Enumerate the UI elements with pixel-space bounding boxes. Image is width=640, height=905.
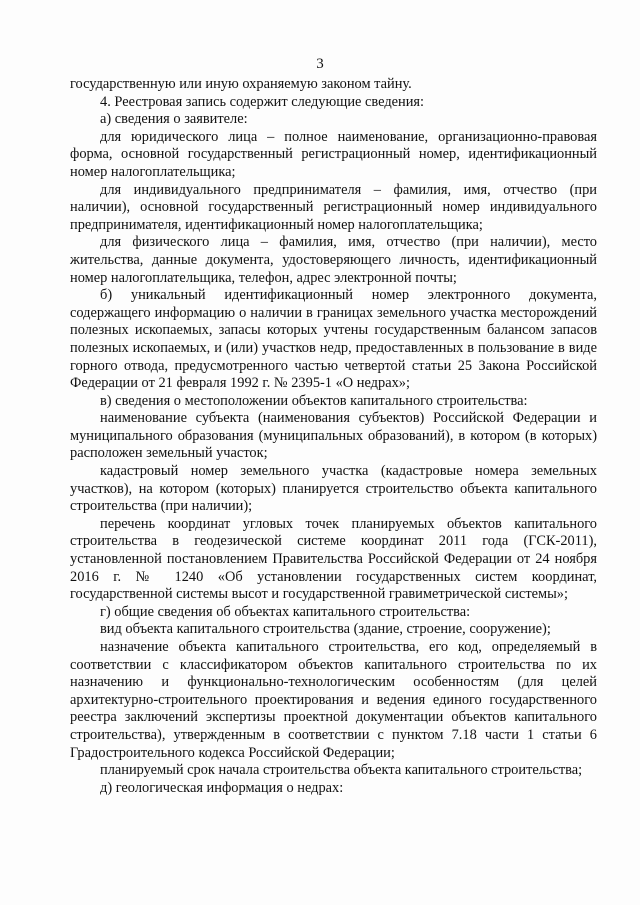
paragraph-clause-4: 4. Реестровая запись содержит следующие сведения: xyxy=(100,93,425,110)
paragraph-object-type: вид объекта капитального строительства (здание, строение, сооружение); xyxy=(100,621,551,638)
paragraph-item-a: а) сведения о заявителе: xyxy=(100,111,248,128)
paragraph-individual-entrepreneur: для индивидуального предпринимателя – фамилия, имя, отчество (при наличии), основной государственный регистрационный номер индивидуального предпринимателя, идентификационный номер налогоплательщика; xyxy=(70,181,597,233)
paragraph-item-g: г) общие сведения об объектах капитального строительства: xyxy=(100,603,471,620)
paragraph-coordinates: перечень координат угловых точек планируемых объектов капитального строительства в геодезической системе координат 2011 года (ГСК-2011), установленной постановлением Правительства Российской Федерации от 24 ноября 2016 г. № 1240 «Об установлении государственных систем координат, государственной системы высот и государственной гравиметрической системы»; xyxy=(70,515,597,603)
paragraph-item-b: б) уникальный идентификационный номер электронного документа, содержащего информацию о наличии в границах земельного участка месторождений полезных ископаемых, запасы которых учтены государственным балансом запасов полезных ископаемых, и (или) участков недр, предоставленных в пользование в виде горного отвода, предусмотренного частью четвертой статьи 25 Закона Российской Федерации от 21 февраля 1992 г. № 2395-1 «О недрах»; xyxy=(70,287,597,392)
paragraph-continuation: государственную или иную охраняемую законом тайну. xyxy=(70,76,412,92)
paragraph-cadastral-number: кадастровый номер земельного участка (кадастровые номера земельных участков), на котором (которых) планируется строительство объекта капитального строительства (при наличии); xyxy=(70,463,597,515)
document-body xyxy=(70,76,597,797)
paragraph-legal-entity: для юридического лица – полное наименование, организационно-правовая форма, основной государственный регистрационный номер, идентификационный номер налогоплательщика; xyxy=(70,128,597,180)
page-number: 3 xyxy=(316,56,324,72)
paragraph-subject-name: наименование субъекта (наименования субъектов) Российской Федерации и муниципального образования (муниципальных образований), в котором (в которых) расположен земельный участок; xyxy=(70,410,597,462)
paragraph-planned-start: планируемый срок начала строительства объекта капитального строительства; xyxy=(100,762,583,779)
paragraph-item-v: в) сведения о местоположении объектов капитального строительства: xyxy=(100,392,528,409)
paragraph-natural-person: для физического лица – фамилия, имя, отчество (при наличии), место жительства, данные документа, удостоверяющего личность, идентификационный номер налогоплательщика, телефон, адрес электронной почты; xyxy=(70,234,597,286)
paragraph-item-d: д) геологическая информация о недрах: xyxy=(100,779,344,796)
paragraph-object-purpose: назначение объекта капитального строительства, его код, определяемый в соответствии с классификатором объектов капитального строительства по их назначению и функционально-технологическим особенностям (для целей архитектурно-строительного проектирования и ведения единого государственного реестра заключений экспертизы проектной документации объектов капитального строительства), утвержденным в соответствии с пунктом 7.18 части 1 статьи 6 Градостроительного кодекса Российской Федерации; xyxy=(70,639,597,761)
